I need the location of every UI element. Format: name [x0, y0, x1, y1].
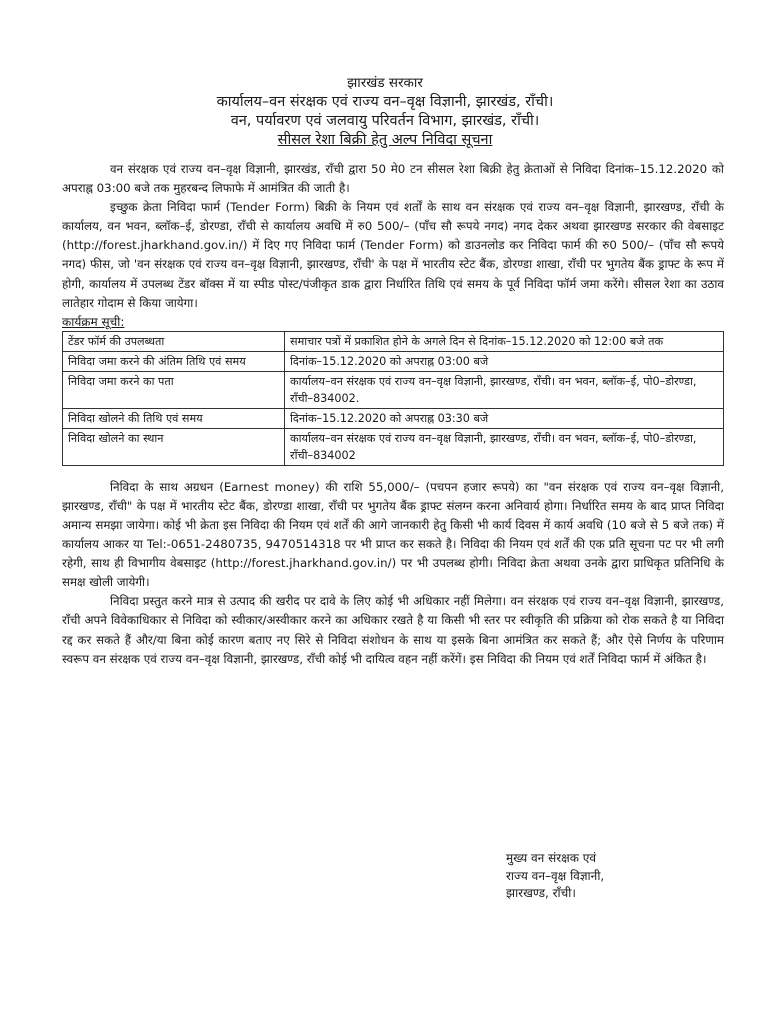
paragraph-earnest-money: निविदा के साथ अग्रधन (Earnest money) की राशि 55,000/– (पचपन हजार रूपये) का "वन संरक्षक एवं राज्य वन–वृक्ष विज्ञानी, झारखण्ड, राँची" के पक्ष में भारतीय स्टेट बैंक, डोरण्डा शाखा, राँची पर भुगतेय बैंक ड्राफ्ट संलग्न करना अनिवार्य होगा। निर्धारित समय के बाद प्राप्त निविदा अमान्य समझा जायेगा। कोई भी क्रेता इस निविदा की नियम एवं शर्तें की आगे जानकारी हेतु किसी भी कार्य दिवस में कार्य अवधि (10 बजे से 5 बजे तक) में कार्यालय आकर या Tel:-0651-2480735, 9470514318 पर भी प्राप्त कर सकते है। निविदा की नियम एवं शर्तें की एक प्रति सूचना पट पर भी लगी रहेगी, साथ ही विभागीय वेबसाइट (http://forest.jharkhand.gov.in/) पर भी उपलब्ध होगी। निविदा क्रेता अथवा उनके द्वारा प्राधिकृत प्रतिनिधि के समक्ष खोली जायेगी।	[62, 479, 724, 590]
schedule-value: समाचार पत्रों में प्रकाशित होने के अगले दिन से दिनांक–15.12.2020 को 12:00 बजे तक	[285, 331, 724, 351]
document-header	[0, 74, 770, 150]
signature-block	[506, 850, 604, 903]
table-row	[63, 408, 724, 428]
schedule-value: कार्यालय–वन संरक्षक एवं राज्य वन–वृक्ष विज्ञानी, झारखण्ड, राँची। वन भवन, ब्लॉक–ई, पो0–डोरण्डा, राँची–834002.	[285, 371, 724, 408]
schedule-value: कार्यालय–वन संरक्षक एवं राज्य वन–वृक्ष विज्ञानी, झारखण्ड, राँची। वन भवन, ब्लॉक–ई, पो0–डोरण्डा, राँची–834002	[285, 428, 724, 465]
paragraph-intro: वन संरक्षक एवं राज्य वन–वृक्ष विज्ञानी, झारखंड, राँची द्वारा 50 मे0 टन सीसल रेशा बिक्री हेतु क्रेताओं से निविदा दिनांक–15.12.2020 को अपराह्न 03:00 बजे तक मुहरबन्द लिफाफे में आमंत्रित की जाती है।	[62, 162, 724, 196]
schedule-label: निविदा जमा करने की अंतिम तिथि एवं समय	[63, 351, 285, 371]
table-row	[63, 331, 724, 351]
schedule-label: निविदा खोलने की तिथि एवं समय	[63, 408, 285, 428]
government-name: झारखंड सरकार	[347, 75, 423, 91]
office-name: कार्यालय–वन संरक्षक एवं राज्य वन–वृक्ष विज्ञानी, झारखंड, राँची।	[216, 94, 554, 110]
schedule-value: दिनांक–15.12.2020 को अपराह्न 03:00 बजे	[285, 351, 724, 371]
signature-location: झारखण्ड, राँची।	[506, 886, 576, 900]
department-name: वन, पर्यावरण एवं जलवायु परिवर्तन विभाग, झारखंड, राँची।	[230, 113, 540, 129]
table-row	[63, 371, 724, 408]
table-row	[63, 428, 724, 465]
signature-role: राज्य वन–वृक्ष विज्ञानी,	[506, 868, 605, 883]
schedule-label: टेंडर फॉर्म की उपलब्धता	[63, 331, 285, 351]
document-body	[62, 160, 724, 669]
schedule-label: निविदा खोलने का स्थान	[63, 428, 285, 465]
schedule-label: निविदा जमा करने का पता	[63, 371, 285, 408]
table-row	[63, 351, 724, 371]
schedule-value: दिनांक–15.12.2020 को अपराह्न 03:30 बजे	[285, 408, 724, 428]
schedule-table	[62, 331, 724, 466]
schedule-heading: कार्यक्रम सूची:	[62, 314, 125, 329]
paragraph-tender-form: इच्छुक क्रेता निविदा फार्म (Tender Form) बिक्री के नियम एवं शर्तों के साथ वन संरक्षक एवं राज्य वन–वृक्ष विज्ञानी, झारखण्ड, राँची के कार्यालय, वन भवन, ब्लॉक–ई, डोरण्डा, राँची से कार्यालय अवधि में रु0 500/– (पाँच सौ रूपये नगद) नगद देकर अथवा झारखण्ड सरकार की वेबसाइट (http://forest.jharkhand.gov.in/) में दिए गए निविदा फार्म (Tender Form) को डाउनलोड कर निविदा फार्म की रु0 500/– (पाँच सौ रूपये नगद) फीस, जो 'वन संरक्षक एवं राज्य वन–वृक्ष विज्ञानी, झारखण्ड, राँची' के पक्ष में भारतीय स्टेट बैंक, डोरण्डा शाखा, राँची पर भुगतेय बैंक ड्राफ्ट के रूप में होगी, कार्यालय में उपलब्ध टेंडर बॉक्स में या स्पीड पोस्ट/पंजीकृत डाक द्वारा निर्धारित तिथि एवं समय के पूर्व निविदा फॉर्म जमा करेंगे। सीसल रेशा का उठाव लातेहार गोदाम से किया जायेगा।	[62, 200, 724, 310]
paragraph-rights: निविदा प्रस्तुत करने मात्र से उत्पाद की खरीद पर दावे के लिए कोई भी अधिकार नहीं मिलेगा। वन संरक्षक एवं राज्य वन–वृक्ष विज्ञानी, झारखण्ड, राँची अपने विवेकाधिकार से निविदा को स्वीकार/अस्वीकार करने का अधिकार रखते है या किसी भी स्तर पर स्वीकृति की प्रक्रिया को रोक सकते है या निविदा रद्द कर सकते हैं और/या बिना कोई कारण बताए नए सिरे से निविदा संशोधन के साथ या इसके बिना आमंत्रित कर सकते हैं; और ऐसे निर्णय के परिणाम स्वरूप वन संरक्षक एवं राज्य वन–वृक्ष विज्ञानी, झारखण्ड, राँची कोई भी दायित्व वहन नहीं करेंगें। इस निविदा की नियम एवं शर्तें निविदा फार्म में अंकित है।	[62, 594, 724, 666]
signature-designation: मुख्य वन संरक्षक एवं	[506, 851, 597, 865]
notice-title: सीसल रेशा बिक्री हेतु अल्प निविदा सूचना	[277, 132, 493, 148]
